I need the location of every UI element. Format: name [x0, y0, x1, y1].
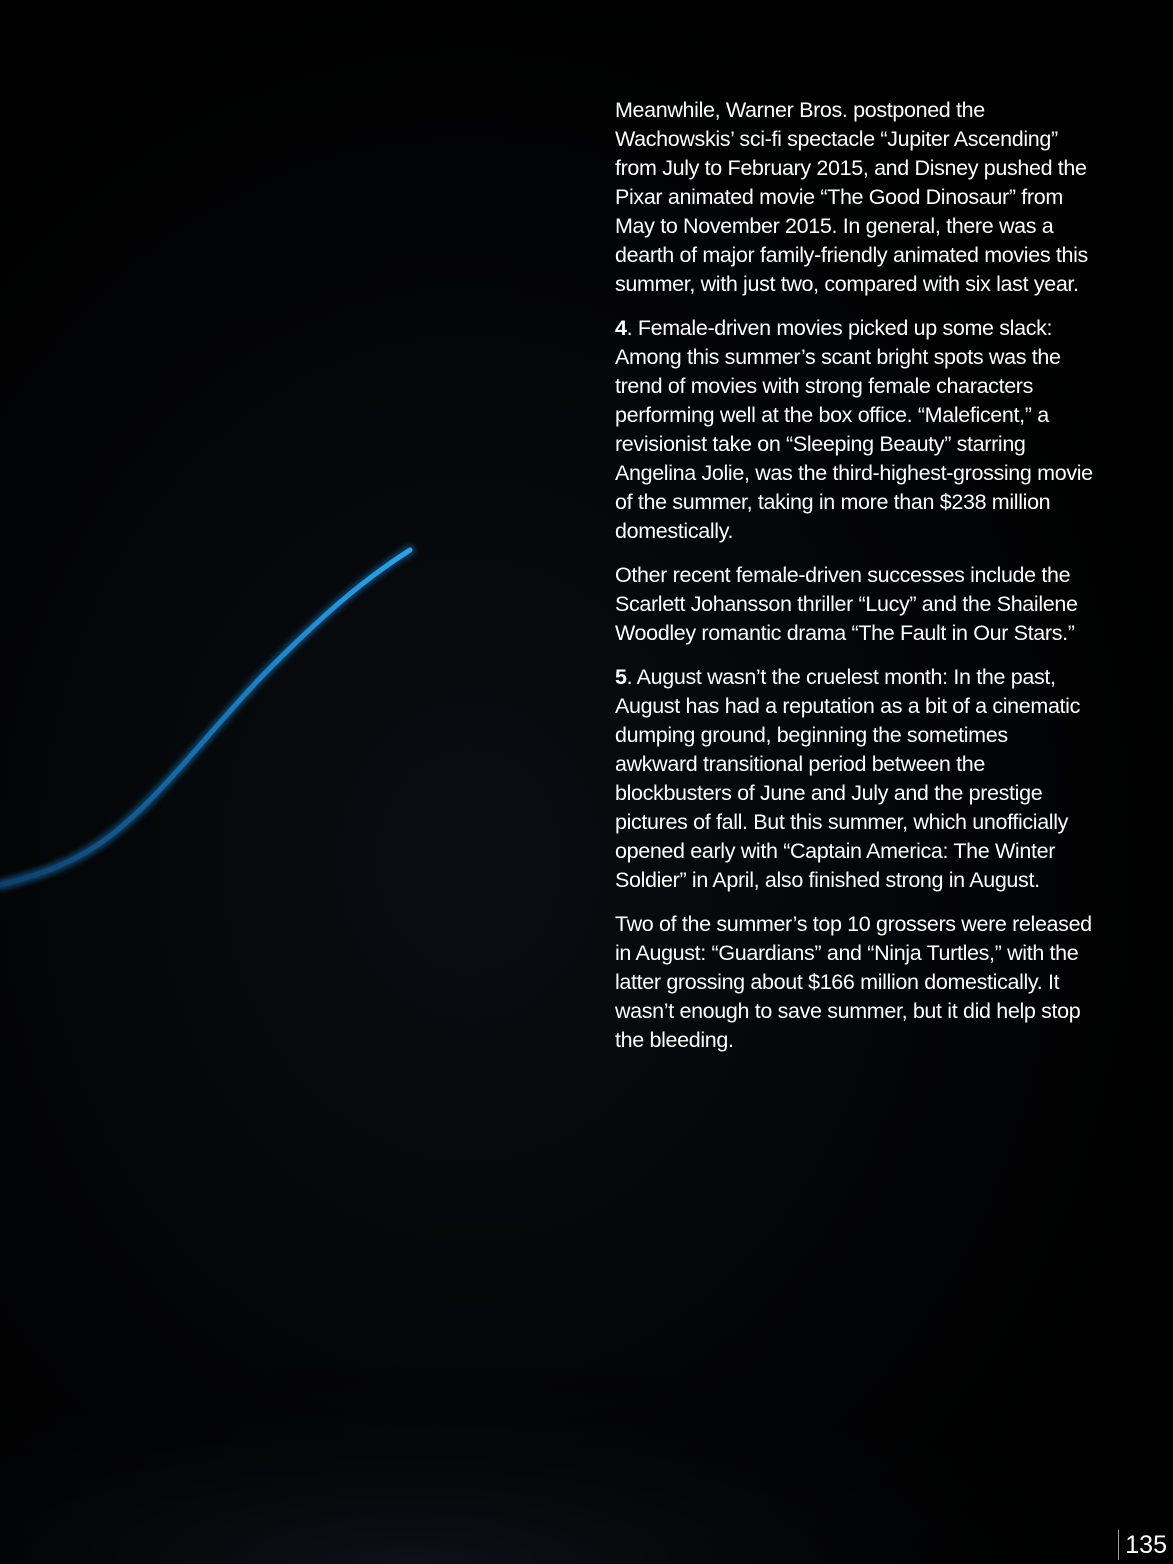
paragraph-august: [615, 663, 1095, 895]
light-trail-glow: [0, 550, 410, 885]
article-text-column: [615, 96, 1095, 1070]
paragraph-text: Two of the summer’s top 10 grossers were released in August: “Guardians” and “Ninja Turtles,” with the latter grossing about $166 million domestically. It wasn’t enough to save summer, but it did help stop the bleeding.: [615, 912, 1092, 1052]
paragraph-top-grossers: [615, 910, 1095, 1055]
dark-floor-shade: [0, 1250, 1173, 1564]
paragraph-other-successes: [615, 561, 1095, 648]
page-number: 135: [1118, 1530, 1167, 1560]
paragraph-text: . Female-driven movies picked up some slack: Among this summer’s scant bright spots was the trend of movies with strong female characters performing well at the box office. “Maleficent,” a revisionist take on “Sleeping Beauty” starring Angelina Jolie, was the third-highest-grossing movie of the summer, taking in more than $238 million domestically.: [615, 316, 1093, 543]
paragraph-text: . August wasn’t the cruelest month: In the past, August has had a reputation as a bit of a cinematic dumping ground, beginning the sometimes awkward transitional period between the blockbusters of June and July and the prestige pictures of fall. But this summer, which unofficially opened early with “Captain America: The Winter Soldier” in April, also finished strong in August.: [615, 665, 1081, 892]
paragraph-text: Meanwhile, Warner Bros. postponed the Wachowskis’ sci-fi spectacle “Jupiter Ascending” from July to February 2015, and Disney pushed the Pixar animated movie “The Good Dinosaur” from May to November 2015. In general, there was a dearth of major family-friendly animated movies this summer, with just two, compared with six last year.: [615, 98, 1088, 296]
paragraph-number: 5: [615, 665, 627, 689]
paragraph-text: Other recent female-driven successes include the Scarlett Johansson thriller “Lucy” and the Shailene Woodley romantic drama “The Fault in Our Stars.”: [615, 563, 1078, 645]
paragraph-jupiter-ascending: [615, 96, 1095, 299]
paragraph-number: 4: [615, 316, 627, 340]
paragraph-female-driven-movies: [615, 314, 1095, 546]
